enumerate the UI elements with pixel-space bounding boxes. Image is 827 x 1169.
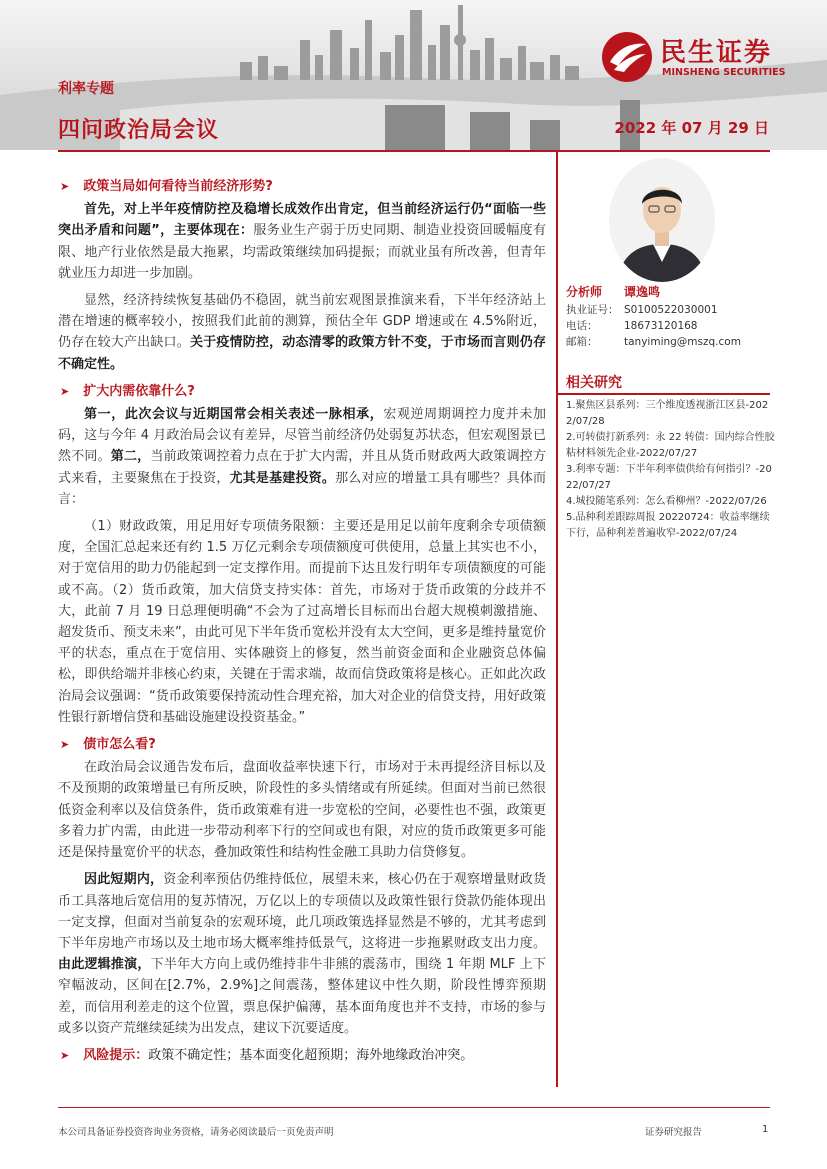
report-date: 2022 年 07 月 29 日: [614, 119, 769, 137]
related-research-title: 相关研究: [566, 375, 622, 391]
report-category: 利率专题: [58, 81, 114, 97]
header-banner: [0, 0, 827, 150]
related-research-divider: [558, 393, 770, 395]
logo-chinese-text: 民生证券: [660, 38, 773, 68]
paragraph: 显然，经济持续恢复基础仍不稳固，就当前宏观图景推演来看，下半年经济站上潜在增速的概率较小，按照我们此前的测算，预估全年 GDP 增速或在 4.5%附近，仍存在较大产出缺口。关于疫情防控，动态清零的政策方针不变，于市场而言则仍存不确定性。: [58, 293, 546, 372]
paragraph: 第一，此次会议与近期国常会相关表述一脉相承，宏观逆周期调控力度并未加码，这与今年 4 月政治局会议有差异，尽管当前经济仍处弱复苏状态，但宏观图景已然不同。第二，当前政策调控着力点在于扩大内需，并且从货币财政两大政策调控方式来看，主要聚焦在于投资，尤其是基建投资。那么对应的增量工具有哪些？具体而言：: [58, 407, 546, 507]
minsheng-logo-icon: [600, 30, 654, 84]
arrow-bullet-icon: ➤: [60, 1048, 70, 1062]
analyst-info: 分析师 谭逸鸣 执业证号： S0100522030001 电话： 18673120168 邮箱： tanyiming@mszq.com: [566, 285, 741, 348]
section-heading: ➤ 债市怎么看?: [58, 734, 546, 755]
related-research-list: [566, 398, 776, 542]
column-divider: [556, 152, 558, 1087]
analyst-license: S0100522030001: [624, 304, 718, 316]
paragraph: 因此短期内，资金利率预估仍维持低位，展望未来，核心仍在于观察增量财政货币工具落地后宽信用的复苏情况，万亿以上的专项债以及政策性银行贷款仍能体现出一定支撑，但面对当前复杂的宏观环境，此几项政策选择显然是不够的，尤其考虑到下半年房地产市场以及土地市场大概率维持低景气，这将进一步拖累财政支出力度。由此逻辑推演，下半年大方向上或仍维持非牛非熊的震荡市，围绕 1 年期 MLF 上下窄幅波动，区间在[2.7%，2.9%]之间震荡，整体建议中性久期，阶段性博弈预期差，而信用利差走的这个位置，票息保护偏薄，基本面角度也并不支持，市场的参与或多以资产荒继续延续为出发点，建议下沉要适度。: [58, 872, 546, 1036]
company-logo: [600, 30, 800, 84]
analyst-role: 分析师: [566, 285, 603, 299]
paragraph: 首先，对上半年疫情防控及稳增长成效作出肯定，但当前经济运行仍“面临一些突出矛盾和问题”，主要体现在：服务业生产弱于历史同期、制造业投资回暖幅度有限、地产行业依然是最大拖累，均需政策继续加码提振；而就业虽有所改善，但青年就业压力却进一步加剧。: [58, 202, 546, 281]
logo-english-text: MINSHENG SECURITIES: [662, 67, 786, 78]
footer-divider: [58, 1107, 770, 1108]
main-content: [58, 172, 546, 1066]
related-research-item[interactable]: 2.可转债打新系列：永 22 转债：国内综合性胶粘材料领先企业-2022/07/27: [566, 432, 775, 459]
paragraph: 在政治局会议通告发布后，盘面收益率快速下行，市场对于未再提经济目标以及不及预期的政策增量已有所反映，阶段性的多头情绪或有所延续。但面对当前已然很低资金利率以及信贷条件，货币政策难有进一步宽松的空间，必要性也不强，政策更多着力扩内需，由此进一步带动利率下行的空间或也有限，对应的货币政策更多可能还是保持量宽价平的状态，叠加政策性和结构性金融工具助力信贷修复。: [58, 760, 546, 861]
section-heading: ➤ 扩大内需依靠什么?: [58, 381, 546, 402]
analyst-phone: 18673120168: [624, 320, 698, 332]
footer-disclaimer: 本公司具备证券投资咨询业务资格，请务必阅读最后一页免责声明: [58, 1127, 334, 1138]
related-research-item[interactable]: 4.城投随笔系列：怎么看柳州？-2022/07/26: [566, 496, 767, 507]
arrow-bullet-icon: ➤: [60, 738, 70, 752]
analyst-portrait-image: [609, 158, 715, 282]
related-research-item[interactable]: 5.品种利差跟踪周报 20220724：收益率继续下行，品种利差普遍收窄-2022/07/24: [566, 512, 770, 539]
paragraph: （1）财政政策，用足用好专项债务限额：主要还是用足以前年度剩余专项债额度，全国汇总起来还有约 1.5 万亿元剩余专项债额度可供使用，总量上其实也不小，对于宽信用的助力仍能起到一定支撑作用。而提前下达且发行明年专项债额度的可能或不高。（2）货币政策，加大信贷支持实体：首先，市场对于货币政策的分歧并不大，此前 7 月 19 日总理便明确“不会为了过高增长目标而出台超大规模刺激措施、超发货币、预支未来”，由此可见下半年货币宽松并没有太大空间，更多是维持量宽价平的状态，重点在于宽信用、实体融资上的修复，然当前资金面和企业融资总体偏松，即供给端并非核心约束，关键在于需求端，故而信贷政策将是核心。正如此次政治局会议强调：“货币政策要保持流动性合理充裕，加大对企业的信贷支持，用好政策性银行新增信贷和基础设施建设投资基金。”: [58, 519, 546, 725]
report-title: 四问政治局会议: [58, 118, 220, 143]
analyst-name: 谭逸鸣: [624, 285, 661, 299]
analyst-photo: [609, 158, 715, 282]
section-heading: ➤ 政策当局如何看待当前经济形势?: [58, 176, 546, 197]
header-divider: [58, 150, 770, 152]
related-research-item[interactable]: 1.聚焦区县系列：三个维度透视浙江区县-2022/07/28: [566, 400, 769, 427]
related-research-item[interactable]: 3.利率专题：下半年利率债供给有何指引？-2022/07/27: [566, 464, 772, 491]
page-number: 1: [762, 1124, 769, 1135]
footer-report-type: 证券研究报告: [645, 1127, 703, 1138]
arrow-bullet-icon: ➤: [60, 384, 70, 398]
arrow-bullet-icon: ➤: [60, 180, 70, 193]
risk-warning: ➤ 风险提示： 政策不确定性；基本面变化超预期；海外地缘政治冲突。: [58, 1045, 546, 1066]
analyst-email[interactable]: tanyiming@mszq.com: [624, 336, 741, 348]
